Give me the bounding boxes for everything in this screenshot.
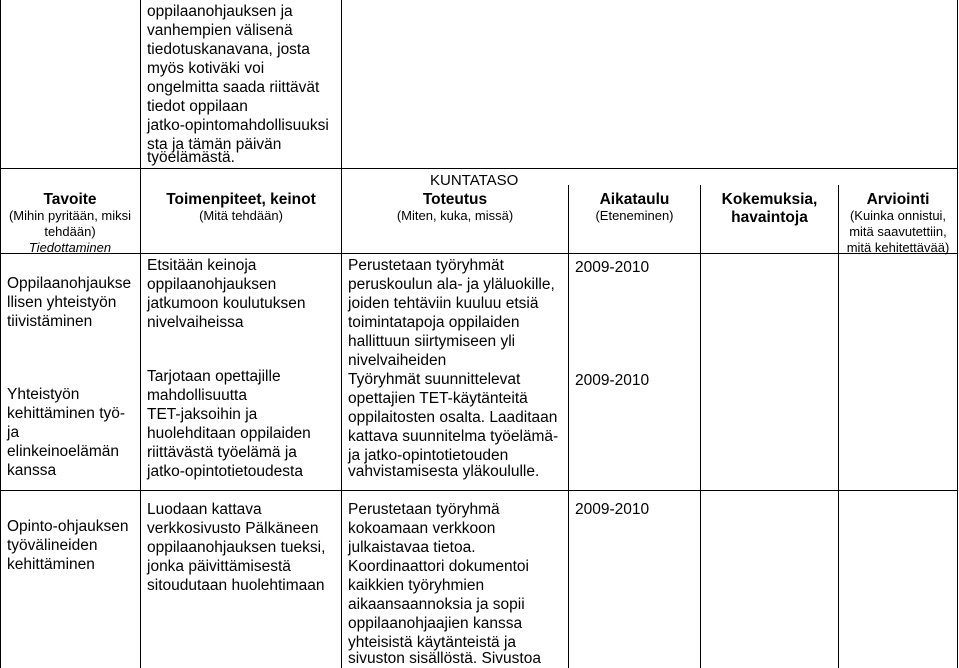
row2-tavoite-line: ja	[7, 424, 20, 441]
row3-toimenpiteet-line: jonka päivittämisestä	[147, 558, 291, 575]
col-divider-5	[838, 185, 839, 668]
header-toteutus-title: Toteutus	[422, 191, 488, 208]
row3-tavoite-line: työvälineiden	[7, 537, 98, 554]
header-aikataulu-title: Aikataulu	[599, 191, 670, 208]
header-kokemuksia-title: havaintoja	[731, 209, 808, 226]
row3-toimenpiteet-line: sitoudutaan huolehtimaan	[147, 577, 325, 594]
row1-toteutus-line: joiden tehtäviin kuuluu etsiä	[348, 295, 539, 312]
row2-toteutus-line: oppilaitosten osalta. Laaditaan	[348, 409, 558, 426]
header-arviointi-sub: mitä kehitettävää)	[846, 240, 950, 255]
header-tavoite-sub: tehdään)	[44, 224, 96, 239]
row1-toimenpiteet-line: nivelvaiheissa	[147, 314, 244, 331]
header-tavoite-title: Tavoite	[43, 191, 97, 208]
col-divider-2	[341, 0, 342, 668]
top-fragment-line: tiedotuskanavana, josta	[147, 41, 310, 58]
border-left	[0, 0, 1, 668]
row2-toimenpiteet-line: riittävästä työelämä ja	[147, 444, 297, 461]
top-fragment-line: myös kotiväki voi	[147, 60, 265, 77]
row3-toteutus-line: aikaansaannoksia ja sopii	[348, 596, 525, 613]
row2-tavoite-line: kanssa	[7, 462, 57, 479]
row2-toimenpiteet-line: mahdollisuutta	[147, 387, 247, 404]
header-arviointi-sub: mitä saavutettiin,	[849, 224, 947, 239]
col-divider-1	[140, 0, 141, 668]
row1-toimenpiteet-line: jatkumoon koulutuksen	[147, 295, 306, 312]
row1-toteutus-line: toimintatapoja oppilaiden	[348, 314, 520, 331]
row3-toteutus-line: kaikkien työryhmien	[348, 577, 485, 594]
row2-toteutus-line: vahvistamisesta yläkoululle.	[348, 463, 540, 480]
row3-toteutus-line: Perustetaan työryhmä	[348, 501, 500, 518]
header-toteutus-sub: (Miten, kuka, missä)	[396, 208, 514, 223]
row1-tavoite-line: Oppilaanohjaukse	[7, 275, 132, 292]
row3-toteutus-line: oppilaanohjaajien kanssa	[348, 615, 523, 632]
top-fragment-line: sta ja tämän päivän	[147, 136, 282, 153]
header-aikataulu-sub: (Eteneminen)	[595, 208, 674, 223]
row2-tavoite-line: elinkeinoelämän	[7, 443, 120, 460]
row3-toimenpiteet-line: oppilaanohjauksen tueksi,	[147, 539, 326, 556]
row2-toimenpiteet-line: huolehditaan oppilaiden	[147, 425, 311, 442]
header-toimenpiteet-sub: (Mitä tehdään)	[199, 208, 283, 223]
rule-header-bottom	[0, 253, 958, 254]
top-fragment-line: työelämästä.	[147, 149, 235, 166]
row2-toimenpiteet-line: jatko-opintotietoudesta	[147, 463, 303, 480]
row3-tavoite-line: Opinto-ohjauksen	[7, 518, 129, 535]
row1-toteutus-line: nivelvaiheiden	[348, 352, 447, 369]
top-fragment-line: tiedot oppilaan	[147, 98, 248, 115]
row3-toteutus-line: sivuston sisällöstä. Sivustoa	[348, 650, 541, 667]
row2-toimenpiteet-line: Tarjotaan opettajille	[147, 368, 281, 385]
row2-tavoite-line: kehittäminen työ-	[7, 405, 126, 422]
border-right	[957, 0, 958, 668]
header-tavoite-note: Tiedottaminen	[28, 240, 112, 255]
row2-toteutus-line: Työryhmät suunnittelevat	[348, 371, 521, 388]
row3-toteutus-line: Koordinaattori dokumentoi	[348, 558, 529, 575]
row2-toteutus-line: ja jatko-opintotietouden	[348, 447, 509, 464]
row1-toteutus-line: peruskoulun ala- ja yläluokille,	[348, 276, 555, 293]
row2-tavoite-line: Yhteistyön	[7, 386, 80, 403]
row3-toimenpiteet-line: Luodaan kattava	[147, 501, 262, 518]
row3-aikataulu: 2009-2010	[575, 501, 650, 518]
top-fragment-line: oppilaanohjauksen ja	[147, 3, 293, 20]
row2-toteutus-line: kattava suunnitelma työelämä-	[348, 428, 559, 445]
row2-toteutus-line: opettajien TET-käytänteitä	[348, 390, 528, 407]
row1-aikataulu: 2009-2010	[575, 259, 650, 276]
row3-toteutus-line: julkaistavaa tietoa.	[348, 539, 476, 556]
rule-section-top	[0, 168, 958, 169]
row3-toteutus-line: kokoamaan verkkoon	[348, 520, 496, 537]
header-arviointi-title: Arviointi	[866, 191, 930, 208]
row3-toteutus-line: yhteisistä käytänteistä ja	[348, 634, 517, 651]
top-fragment-line: vanhempien välisenä	[147, 22, 293, 39]
row1-toteutus-line: hallittuun siirtymiseen yli	[348, 333, 516, 350]
header-toimenpiteet-title: Toimenpiteet, keinot	[166, 191, 316, 208]
row1-toteutus-line: Perustetaan työryhmät	[348, 257, 504, 274]
col-divider-4	[700, 185, 701, 668]
row1-toimenpiteet-line: oppilaanohjauksen	[147, 276, 277, 293]
row1-tavoite-line: tiivistäminen	[7, 313, 93, 330]
row1-toimenpiteet-line: Etsitään keinoja	[147, 257, 257, 274]
row2-toimenpiteet-line: TET-jaksoihin ja	[147, 406, 258, 423]
top-fragment-line: jatko-opintomahdollisuuksi	[147, 117, 329, 134]
row3-toimenpiteet-line: verkkosivusto Pälkäneen	[147, 520, 319, 537]
section-title: KUNTATASO	[430, 172, 519, 189]
top-fragment-line: ongelmitta saada riittävät	[147, 79, 320, 96]
header-arviointi-sub: (Kuinka onnistui,	[849, 208, 947, 223]
row3-tavoite-line: kehittäminen	[7, 556, 95, 573]
row1-tavoite-line: llisen yhteistyön	[7, 294, 117, 311]
header-kokemuksia-title: Kokemuksia,	[721, 191, 818, 208]
rule-row-divider	[0, 490, 958, 491]
header-tavoite-sub: (Mihin pyritään, miksi	[8, 208, 132, 223]
row2-aikataulu: 2009-2010	[575, 372, 650, 389]
col-divider-3	[568, 185, 569, 668]
